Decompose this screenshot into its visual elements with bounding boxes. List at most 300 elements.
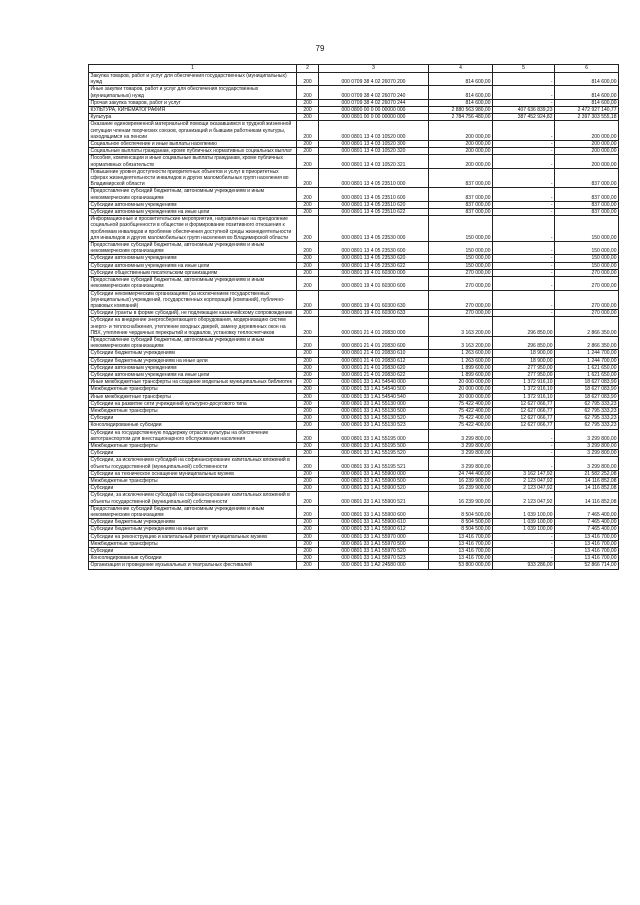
table-row <box>89 457 619 470</box>
row-approved-amount: 814 600,00 <box>429 86 493 99</box>
row-code: 200 <box>297 533 319 540</box>
row-executed-amount: 18 900,00 <box>493 350 555 357</box>
table-row <box>89 400 619 407</box>
row-approved-amount: 150 000,00 <box>429 242 493 255</box>
row-code: 200 <box>297 386 319 393</box>
row-code: 200 <box>297 442 319 449</box>
row-code: 200 <box>297 216 319 242</box>
table-row <box>89 99 619 106</box>
row-classification-code: 000 0709 38 4 02 26070 244 <box>319 99 429 106</box>
row-executed-amount: - <box>493 242 555 255</box>
row-executed-amount: - <box>493 450 555 457</box>
row-classification-code: 000 0801 33 1 A2 24580 000 <box>319 562 429 569</box>
row-executed-amount: - <box>493 141 555 148</box>
row-description: Предоставление субсидий бюджетным, автономным учреждениям и иным некоммерческим организациям <box>89 336 297 349</box>
table-row <box>89 379 619 386</box>
row-description: Консолидированные субсидии <box>89 555 297 562</box>
row-executed-amount: 277 950,00 <box>493 364 555 371</box>
row-unexecuted-amount: 814 600,00 <box>555 99 619 106</box>
row-executed-amount: - <box>493 277 555 290</box>
column-header: 6 <box>555 65 619 73</box>
row-approved-amount: 200 000,00 <box>429 121 493 141</box>
row-description: Информационные и просветительские мероприятия, направленные на преодоление социальной разобщенности в обществе и формирование позитивного отношения к проблемам инвалидов и проблеме обеспечения доступной среды жизнедеятельности для инвалидов и других маломобильных групп населения во Владимирской области <box>89 216 297 242</box>
row-approved-amount: 3 299 800,00 <box>429 457 493 470</box>
row-classification-code: 000 0801 33 1 A1 55900 521 <box>319 492 429 505</box>
row-code: 200 <box>297 364 319 371</box>
row-approved-amount: 75 422 400,00 <box>429 407 493 414</box>
row-description: Социальные выплаты гражданам, кроме публичных нормативных социальных выплат <box>89 148 297 155</box>
row-description: Субсидии на техническое оснащение муниципальных музеев <box>89 470 297 477</box>
row-code: 200 <box>297 114 319 121</box>
table-row <box>89 429 619 442</box>
row-description: Субсидии (гранты в форме субсидий), не подлежащие казначейскому сопровождению <box>89 310 297 317</box>
row-unexecuted-amount: 270 000,00 <box>555 310 619 317</box>
row-code: 200 <box>297 505 319 518</box>
row-executed-amount: - <box>493 121 555 141</box>
row-unexecuted-amount: 21 582 252,08 <box>555 470 619 477</box>
row-executed-amount: - <box>493 548 555 555</box>
row-approved-amount: 8 504 500,00 <box>429 505 493 518</box>
row-approved-amount: 200 000,00 <box>429 148 493 155</box>
row-code: 200 <box>297 201 319 208</box>
row-unexecuted-amount: 837 000,00 <box>555 209 619 216</box>
row-executed-amount: - <box>493 73 555 86</box>
row-unexecuted-amount: 14 116 852,08 <box>555 492 619 505</box>
row-code: 200 <box>297 242 319 255</box>
row-description: Консолидированные субсидии <box>89 422 297 429</box>
row-description: Закупка товаров, работ и услуг для обеспечения государственных (муниципальных) нужд <box>89 73 297 86</box>
row-code: 200 <box>297 336 319 349</box>
row-executed-amount: 277 950,00 <box>493 371 555 378</box>
row-unexecuted-amount: 3 299 800,00 <box>555 450 619 457</box>
row-executed-amount: 407 636 839,23 <box>493 107 555 114</box>
row-description: Субсидии на государственную поддержку отрасли культуры на обеспечение автотранспортом для внестационарного обслуживания населения <box>89 429 297 442</box>
row-approved-amount: 1 263 600,00 <box>429 350 493 357</box>
row-classification-code: 000 0801 33 1 A1 55900 612 <box>319 526 429 533</box>
table-row <box>89 350 619 357</box>
row-approved-amount: 3 163 200,00 <box>429 336 493 349</box>
row-code: 200 <box>297 155 319 168</box>
row-code: 200 <box>297 255 319 262</box>
table-row <box>89 364 619 371</box>
row-code: 200 <box>297 141 319 148</box>
row-code: 200 <box>297 457 319 470</box>
row-description: Прочая закупка товаров, работ и услуг <box>89 99 297 106</box>
row-executed-amount: 296 850,00 <box>493 317 555 337</box>
row-approved-amount: 837 000,00 <box>429 201 493 208</box>
table-row <box>89 121 619 141</box>
row-executed-amount: - <box>493 255 555 262</box>
row-classification-code: 000 0800 00 0 00 00000 000 <box>319 107 429 114</box>
row-classification-code: 000 0801 21 4 01 20830 620 <box>319 364 429 371</box>
row-code: 200 <box>297 492 319 505</box>
column-header: 2 <box>297 65 319 73</box>
row-approved-amount: 13 416 700,00 <box>429 540 493 547</box>
row-code: 200 <box>297 148 319 155</box>
row-executed-amount: - <box>493 457 555 470</box>
row-approved-amount: 13 416 700,00 <box>429 533 493 540</box>
row-executed-amount: 1 372 916,10 <box>493 393 555 400</box>
row-executed-amount: - <box>493 442 555 449</box>
budget-table <box>88 64 619 570</box>
row-code: 200 <box>297 73 319 86</box>
row-code: 200 <box>297 168 319 188</box>
row-classification-code: 000 0801 33 1 A1 54540 000 <box>319 379 429 386</box>
row-executed-amount: 1 039 100,00 <box>493 505 555 518</box>
row-unexecuted-amount: 200 000,00 <box>555 141 619 148</box>
row-unexecuted-amount: 1 244 700,00 <box>555 357 619 364</box>
table-row <box>89 422 619 429</box>
row-unexecuted-amount: 2 397 303 555,18 <box>555 114 619 121</box>
row-approved-amount: 16 239 900,00 <box>429 485 493 492</box>
row-description: Субсидии <box>89 450 297 457</box>
row-unexecuted-amount: 13 416 700,00 <box>555 533 619 540</box>
row-classification-code: 000 0801 33 1 A1 55195 521 <box>319 457 429 470</box>
column-header: 1 <box>89 65 297 73</box>
row-code: 200 <box>297 209 319 216</box>
table-row <box>89 548 619 555</box>
row-executed-amount: 2 123 047,92 <box>493 477 555 484</box>
table-row <box>89 317 619 337</box>
row-description: Социальное обеспечение и иные выплаты населению <box>89 141 297 148</box>
row-code: 200 <box>297 357 319 364</box>
row-description: Иные закупки товаров, работ и услуг для обеспечения государственных (муниципальных) нужд <box>89 86 297 99</box>
row-executed-amount: - <box>493 262 555 269</box>
row-code: 200 <box>297 317 319 337</box>
row-code: 200 <box>297 121 319 141</box>
row-executed-amount: - <box>493 148 555 155</box>
row-executed-amount: - <box>493 99 555 106</box>
row-classification-code: 000 0801 33 1 A1 55130 500 <box>319 407 429 414</box>
table-row <box>89 386 619 393</box>
table-row <box>89 415 619 422</box>
row-approved-amount: 3 299 800,00 <box>429 442 493 449</box>
row-unexecuted-amount: 14 116 852,08 <box>555 485 619 492</box>
row-description: Субсидии бюджетным учреждениям на иные цели <box>89 526 297 533</box>
row-classification-code: 000 0801 33 1 A1 55195 500 <box>319 442 429 449</box>
row-approved-amount: 150 000,00 <box>429 255 493 262</box>
table-row <box>89 533 619 540</box>
row-unexecuted-amount: 13 416 700,00 <box>555 555 619 562</box>
table-row <box>89 209 619 216</box>
row-classification-code: 000 0801 19 4 01 60300 633 <box>319 310 429 317</box>
row-classification-code: 000 0801 13 4 05 23510 622 <box>319 209 429 216</box>
row-approved-amount: 270 000,00 <box>429 310 493 317</box>
row-classification-code: 000 0801 19 4 01 60300 000 <box>319 269 429 276</box>
row-code: 200 <box>297 99 319 106</box>
row-approved-amount: 16 239 900,00 <box>429 477 493 484</box>
row-classification-code: 000 0709 38 4 02 26070 240 <box>319 86 429 99</box>
row-executed-amount: 296 850,00 <box>493 336 555 349</box>
table-row <box>89 526 619 533</box>
row-executed-amount: - <box>493 188 555 201</box>
row-unexecuted-amount: 62 795 333,23 <box>555 400 619 407</box>
row-executed-amount: 12 627 066,77 <box>493 415 555 422</box>
row-description: Оказание единовременной материальной помощи оказавшимся в трудной жизненной ситуации членам творческих союзов, организаций и бывшим работникам культуры, находящимся на пенсии <box>89 121 297 141</box>
row-approved-amount: 3 299 800,00 <box>429 429 493 442</box>
header-row <box>89 65 619 73</box>
row-description: Межбюджетные трансферты <box>89 442 297 449</box>
row-description: Субсидии на реконструкцию и капитальный ремонт муниципальных музеев <box>89 533 297 540</box>
row-executed-amount: 387 452 924,82 <box>493 114 555 121</box>
row-unexecuted-amount: 837 000,00 <box>555 188 619 201</box>
table-row <box>89 255 619 262</box>
row-code: 200 <box>297 470 319 477</box>
row-code: 200 <box>297 86 319 99</box>
row-code: 200 <box>297 107 319 114</box>
row-code: 200 <box>297 485 319 492</box>
row-description: Межбюджетные трансферты <box>89 386 297 393</box>
row-code: 200 <box>297 548 319 555</box>
row-unexecuted-amount: 150 000,00 <box>555 262 619 269</box>
row-code: 200 <box>297 429 319 442</box>
row-executed-amount: 933 286,00 <box>493 562 555 569</box>
row-unexecuted-amount: 150 000,00 <box>555 216 619 242</box>
row-description: Предоставление субсидий бюджетным, автономным учреждениям и иным некоммерческим организациям <box>89 277 297 290</box>
row-unexecuted-amount: 270 000,00 <box>555 269 619 276</box>
row-classification-code: 000 0801 13 4 03 10520 300 <box>319 141 429 148</box>
row-classification-code: 000 0801 33 1 A1 55970 000 <box>319 533 429 540</box>
row-approved-amount: 1 899 600,00 <box>429 371 493 378</box>
row-executed-amount: - <box>493 540 555 547</box>
row-description: Субсидии некоммерческим организациям (за исключением государственных (муниципальных) учреждений, государственных корпораций (компаний), публично-правовых компаний) <box>89 290 297 310</box>
table-row <box>89 477 619 484</box>
row-approved-amount: 837 000,00 <box>429 168 493 188</box>
row-classification-code: 000 0801 33 1 A1 55195 520 <box>319 450 429 457</box>
row-approved-amount: 3 299 800,00 <box>429 450 493 457</box>
row-executed-amount: 3 162 147,92 <box>493 470 555 477</box>
row-code: 200 <box>297 415 319 422</box>
row-executed-amount: - <box>493 201 555 208</box>
row-description: Субсидии автономным учреждениям <box>89 255 297 262</box>
row-approved-amount: 75 422 400,00 <box>429 422 493 429</box>
row-unexecuted-amount: 18 627 083,90 <box>555 379 619 386</box>
row-unexecuted-amount: 62 795 333,23 <box>555 422 619 429</box>
row-classification-code: 000 0801 13 4 05 23530 622 <box>319 262 429 269</box>
table-row <box>89 201 619 208</box>
row-description: Субсидии на развитие сети учреждений культурно-досугового типа <box>89 400 297 407</box>
row-approved-amount: 16 239 900,00 <box>429 492 493 505</box>
row-unexecuted-amount: 2 866 350,00 <box>555 336 619 349</box>
row-classification-code: 000 0801 33 1 A1 54540 500 <box>319 386 429 393</box>
table-row <box>89 492 619 505</box>
row-unexecuted-amount: 3 299 800,00 <box>555 429 619 442</box>
row-executed-amount: 18 900,00 <box>493 357 555 364</box>
table-row <box>89 407 619 414</box>
row-description: Пособия, компенсации и иные социальные выплаты гражданам, кроме публичных нормативных обязательств <box>89 155 297 168</box>
row-classification-code: 000 0801 33 1 A1 55900 600 <box>319 505 429 518</box>
row-code: 200 <box>297 350 319 357</box>
column-header: 3 <box>319 65 429 73</box>
row-unexecuted-amount: 2 866 350,00 <box>555 317 619 337</box>
table-body <box>89 73 619 570</box>
row-approved-amount: 200 000,00 <box>429 155 493 168</box>
row-classification-code: 000 0801 33 1 A1 55970 500 <box>319 540 429 547</box>
row-executed-amount: - <box>493 168 555 188</box>
row-executed-amount: 12 627 066,77 <box>493 407 555 414</box>
row-classification-code: 000 0801 13 4 03 10520 320 <box>319 148 429 155</box>
row-unexecuted-amount: 18 627 083,90 <box>555 386 619 393</box>
row-approved-amount: 837 000,00 <box>429 209 493 216</box>
row-code: 200 <box>297 262 319 269</box>
row-code: 200 <box>297 371 319 378</box>
row-description: Иные межбюджетные трансферты на создание модельных муниципальных библиотек <box>89 379 297 386</box>
row-classification-code: 000 0801 33 1 A1 55900 610 <box>319 519 429 526</box>
row-unexecuted-amount: 3 299 800,00 <box>555 457 619 470</box>
row-approved-amount: 13 416 700,00 <box>429 555 493 562</box>
row-classification-code: 000 0801 33 1 A1 55900 520 <box>319 485 429 492</box>
row-classification-code: 000 0801 33 1 A1 55130 523 <box>319 422 429 429</box>
row-code: 200 <box>297 526 319 533</box>
table-row <box>89 277 619 290</box>
row-classification-code: 000 0801 00 0 00 00000 000 <box>319 114 429 121</box>
row-unexecuted-amount: 837 000,00 <box>555 168 619 188</box>
row-approved-amount: 75 422 400,00 <box>429 415 493 422</box>
row-unexecuted-amount: 1 244 700,00 <box>555 350 619 357</box>
row-approved-amount: 8 504 500,00 <box>429 526 493 533</box>
row-description: Субсидии <box>89 485 297 492</box>
row-description: Субсидии автономным учреждениям на иные цели <box>89 262 297 269</box>
row-executed-amount: 12 627 066,77 <box>493 400 555 407</box>
row-unexecuted-amount: 814 600,00 <box>555 73 619 86</box>
row-description: Субсидии бюджетным учреждениям на иные цели <box>89 357 297 364</box>
row-description: Предоставление субсидий бюджетным, автономным учреждениям и иным некоммерческим организациям <box>89 505 297 518</box>
row-unexecuted-amount: 814 600,00 <box>555 86 619 99</box>
row-executed-amount: 2 123 047,92 <box>493 492 555 505</box>
table-row <box>89 290 619 310</box>
row-unexecuted-amount: 837 000,00 <box>555 201 619 208</box>
row-unexecuted-amount: 270 000,00 <box>555 277 619 290</box>
row-approved-amount: 270 000,00 <box>429 290 493 310</box>
row-classification-code: 000 0801 13 4 03 10520 321 <box>319 155 429 168</box>
row-description: Повышение уровня доступности приоритетных объектов и услуг в приоритетных сферах жизнедеятельности инвалидов и других маломобильных групп населения во Владимирской области <box>89 168 297 188</box>
row-unexecuted-amount: 1 621 650,00 <box>555 364 619 371</box>
table-row <box>89 505 619 518</box>
row-classification-code: 000 0801 13 4 05 23530 620 <box>319 255 429 262</box>
row-code: 200 <box>297 450 319 457</box>
row-executed-amount: - <box>493 216 555 242</box>
row-code: 200 <box>297 269 319 276</box>
table-row <box>89 470 619 477</box>
row-unexecuted-amount: 18 627 083,90 <box>555 393 619 400</box>
table-row <box>89 155 619 168</box>
table-row <box>89 336 619 349</box>
row-approved-amount: 1 263 600,00 <box>429 357 493 364</box>
row-approved-amount: 814 600,00 <box>429 99 493 106</box>
table-row <box>89 107 619 114</box>
row-classification-code: 000 0801 13 4 05 23510 600 <box>319 188 429 201</box>
table-row <box>89 141 619 148</box>
table-row <box>89 562 619 569</box>
row-approved-amount: 2 784 756 480,00 <box>429 114 493 121</box>
row-classification-code: 000 0801 19 4 01 60300 600 <box>319 277 429 290</box>
row-description: Субсидии автономным учреждениям <box>89 364 297 371</box>
row-unexecuted-amount: 3 299 800,00 <box>555 442 619 449</box>
table-row <box>89 86 619 99</box>
row-description: Межбюджетные трансферты <box>89 477 297 484</box>
row-description: Субсидии автономным учреждениям на иные цели <box>89 209 297 216</box>
row-unexecuted-amount: 14 116 852,08 <box>555 477 619 484</box>
row-executed-amount: - <box>493 429 555 442</box>
page-number: 79 <box>315 44 325 53</box>
row-approved-amount: 2 880 563 980,00 <box>429 107 493 114</box>
row-classification-code: 000 0801 13 4 05 23510 620 <box>319 201 429 208</box>
row-code: 200 <box>297 422 319 429</box>
row-approved-amount: 150 000,00 <box>429 216 493 242</box>
row-unexecuted-amount: 1 621 650,00 <box>555 371 619 378</box>
row-code: 200 <box>297 277 319 290</box>
row-classification-code: 000 0801 21 4 01 20830 612 <box>319 357 429 364</box>
table-row <box>89 540 619 547</box>
row-executed-amount: 1 372 916,10 <box>493 379 555 386</box>
row-approved-amount: 20 000 000,00 <box>429 393 493 400</box>
row-unexecuted-amount: 13 416 700,00 <box>555 548 619 555</box>
row-description: Организация и проведение музыкальных и театральных фестивалей <box>89 562 297 569</box>
row-approved-amount: 150 000,00 <box>429 262 493 269</box>
row-unexecuted-amount: 13 416 700,00 <box>555 540 619 547</box>
row-classification-code: 000 0801 21 4 01 20830 000 <box>319 317 429 337</box>
row-classification-code: 000 0801 33 1 A1 55130 000 <box>319 400 429 407</box>
row-executed-amount: 1 372 916,10 <box>493 386 555 393</box>
row-code: 200 <box>297 310 319 317</box>
row-description: Субсидии автономным учреждениям на иные цели <box>89 371 297 378</box>
row-classification-code: 000 0801 33 1 A1 55130 520 <box>319 415 429 422</box>
table-row <box>89 450 619 457</box>
row-approved-amount: 3 163 200,00 <box>429 317 493 337</box>
row-approved-amount: 1 899 600,00 <box>429 364 493 371</box>
row-executed-amount: 2 123 047,92 <box>493 485 555 492</box>
row-executed-amount: 1 039 100,00 <box>493 526 555 533</box>
row-classification-code: 000 0801 33 1 A1 55970 523 <box>319 555 429 562</box>
row-approved-amount: 270 000,00 <box>429 269 493 276</box>
table-row <box>89 442 619 449</box>
row-executed-amount: 1 039 100,00 <box>493 519 555 526</box>
row-unexecuted-amount: 7 465 400,00 <box>555 526 619 533</box>
row-description: Межбюджетные трансферты <box>89 540 297 547</box>
row-approved-amount: 75 422 400,00 <box>429 400 493 407</box>
row-classification-code: 000 0801 21 4 01 20830 622 <box>319 371 429 378</box>
row-approved-amount: 814 600,00 <box>429 73 493 86</box>
row-description: Субсидии на внедрение энергосберегающего оборудования, модернизацию систем энерго- и теплоснабжения, утепление входных дверей, замену деревянных окон на ПВХ, утепление чердачных перекрытий и подвалов, установку теплосчетчиков <box>89 317 297 337</box>
row-executed-amount: - <box>493 269 555 276</box>
row-code: 200 <box>297 188 319 201</box>
row-approved-amount: 24 744 400,00 <box>429 470 493 477</box>
row-approved-amount: 20 000 000,00 <box>429 379 493 386</box>
row-code: 200 <box>297 477 319 484</box>
row-description: КУЛЬТУРА, КИНЕМАТОГРАФИЯ <box>89 107 297 114</box>
row-executed-amount: - <box>493 86 555 99</box>
table-row <box>89 269 619 276</box>
row-description: Культура <box>89 114 297 121</box>
row-code: 200 <box>297 519 319 526</box>
row-description: Субсидии бюджетным учреждениям <box>89 519 297 526</box>
row-unexecuted-amount: 7 465 400,00 <box>555 519 619 526</box>
row-description: Субсидии <box>89 415 297 422</box>
row-code: 200 <box>297 379 319 386</box>
row-classification-code: 000 0801 13 4 05 23530 600 <box>319 242 429 255</box>
row-classification-code: 000 0709 38 4 02 26070 200 <box>319 73 429 86</box>
row-unexecuted-amount: 200 000,00 <box>555 155 619 168</box>
row-unexecuted-amount: 150 000,00 <box>555 255 619 262</box>
row-description: Межбюджетные трансферты <box>89 407 297 414</box>
row-code: 200 <box>297 290 319 310</box>
row-executed-amount: - <box>493 555 555 562</box>
row-unexecuted-amount: 150 000,00 <box>555 242 619 255</box>
row-approved-amount: 13 416 700,00 <box>429 548 493 555</box>
table-row <box>89 188 619 201</box>
row-approved-amount: 270 000,00 <box>429 277 493 290</box>
row-code: 200 <box>297 562 319 569</box>
